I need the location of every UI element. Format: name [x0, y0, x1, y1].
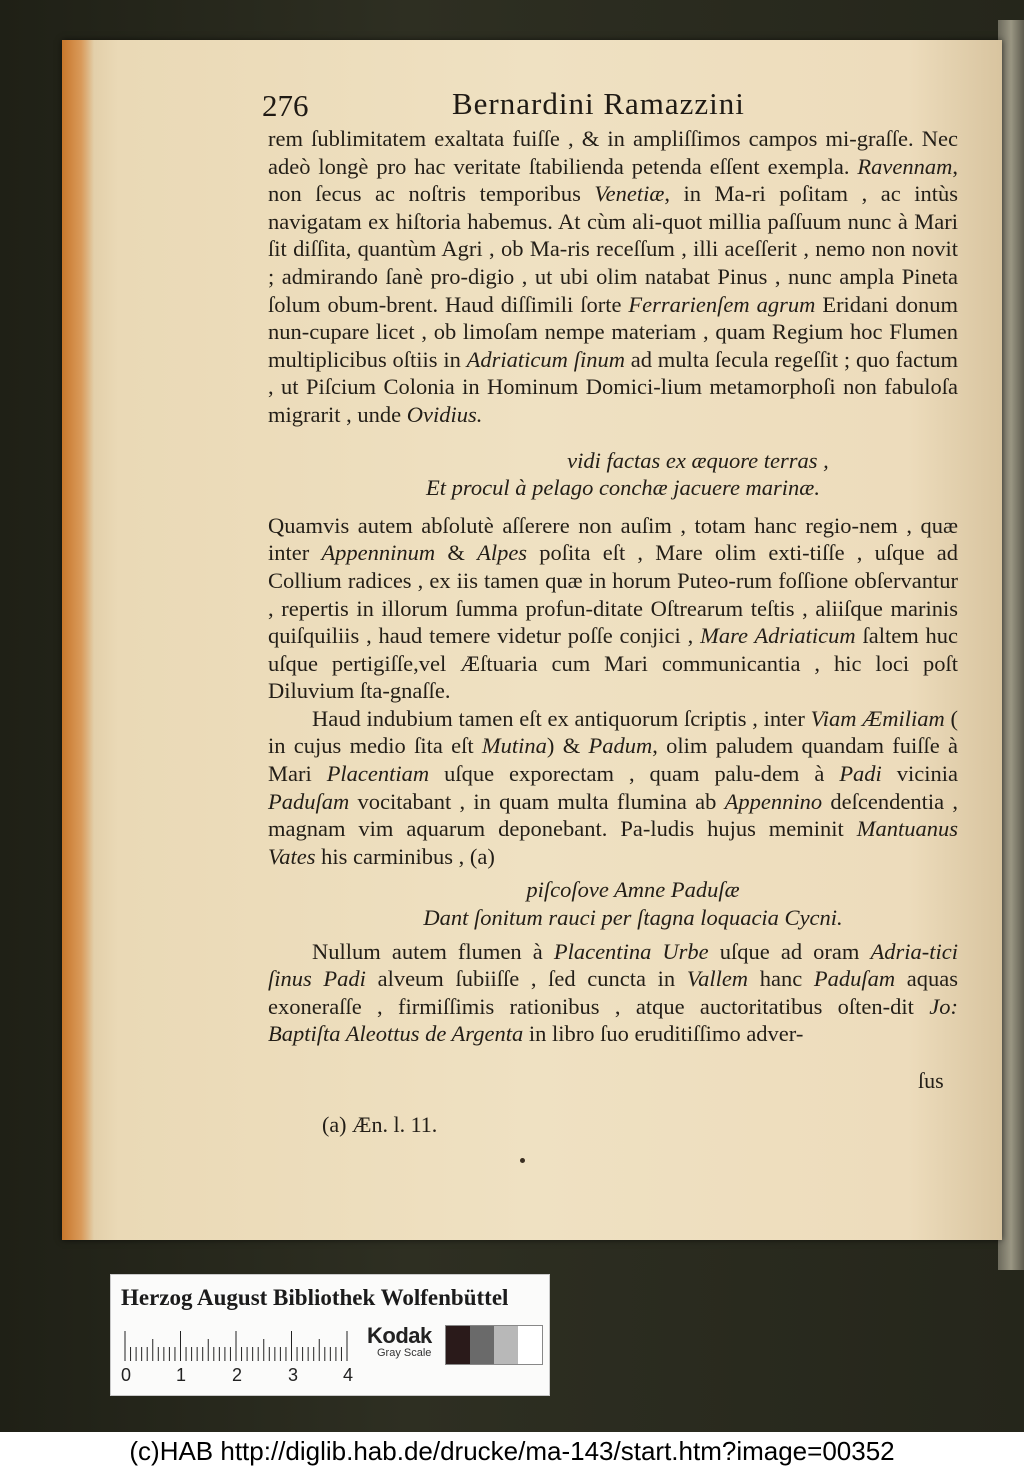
- text-segment: dem à: [760, 761, 840, 787]
- catchword: ſus: [918, 1068, 944, 1093]
- italic-text: Adriaticum ſinum: [466, 346, 625, 372]
- text-segment: aquas exoneraſſe , firmiſſimis rationibus , atque auctoritatibus oſten-: [268, 966, 958, 1019]
- text-segment: ludis hujus meminit: [650, 816, 857, 842]
- text-segment: &: [435, 540, 478, 566]
- text-segment: ris receſſum , illi aceſſerit , nemo non novit ; admirando ſanè pro-: [268, 236, 958, 289]
- italic-text: Padum: [588, 733, 653, 759]
- text-segment: ditate Oſtrearum teſtis , aliiſque marinis quiſquiliis , haud temere: [268, 595, 958, 649]
- text-segment: digio , ut ubi olim natabat Pinus , nunc ampla Pineta ſolum obum-: [268, 263, 958, 317]
- text-segment: alveum ſubiiſſe , ſed cuncta in: [365, 966, 687, 992]
- text-segment: Nullum autem flumen à: [312, 938, 554, 964]
- text-segment: , olim paludem: [652, 733, 794, 759]
- ruler-numbers: [121, 1365, 381, 1389]
- text-segment: dit: [890, 993, 930, 1019]
- text-segment: , in Ma-: [664, 181, 753, 207]
- verse-line-3: piſcoſove Amne Paduſæ: [526, 877, 740, 903]
- text-segment: uſque ad oram: [708, 938, 871, 964]
- text-segment: gnaſſe.: [389, 678, 451, 704]
- swatch: [470, 1326, 494, 1364]
- text-segment: ( in cujus medio ſita eſt: [268, 705, 958, 759]
- text-segment: exempla.: [767, 153, 858, 179]
- text-segment: Flumen multiplicibus oſtiis in: [268, 319, 958, 372]
- italic-text: Appennino: [724, 788, 823, 814]
- text-segment: rum foſſione obſervantur , repertis in illorum ſumma profun-: [268, 567, 958, 621]
- italic-text: Appenninum: [321, 540, 436, 566]
- swatch: [518, 1326, 542, 1364]
- body-text: [268, 125, 958, 1048]
- italic-text: Jo: Baptiſta Aleottus de Argenta: [268, 993, 958, 1047]
- italic-text: Mantuanus Vates: [268, 816, 958, 869]
- text-segment: in libro ſuo eruditiſſimo adver-: [523, 1021, 804, 1047]
- verse-line-2: Et procul à pelago conchæ jacuere marinæ.: [426, 475, 820, 501]
- page-number: 276: [262, 88, 309, 123]
- ruler-number: 2: [232, 1365, 243, 1385]
- italic-text: Ravennam: [857, 153, 953, 179]
- text-segment: uſque exporectam , quam palu-: [429, 761, 761, 787]
- italic-text: Placentina Urbe: [553, 938, 709, 964]
- italic-text: Adria-: [870, 938, 930, 964]
- ruler-number: 1: [176, 1365, 187, 1385]
- paragraph-2: [268, 512, 958, 705]
- gray-scale-label: Gray Scale: [377, 1347, 432, 1359]
- text-segment: cupare licet , ob limoſam nempe materiam , quam Regium hoc: [309, 319, 883, 345]
- page-header: [262, 88, 962, 128]
- footnote: (a) Æn. l. 11.: [322, 1112, 438, 1137]
- running-title: Bernardini Ramazzini: [452, 86, 745, 121]
- italic-text: tici ſinus Padi: [268, 938, 958, 992]
- text-segment: vel Æſtuaria cum Mari communicantia , hic loci poſt Diluvium ſta-: [268, 650, 958, 704]
- text-segment: ri poſitam , ac intùs navigatam ex hiſtoria habemus. At cùm ali-: [268, 181, 958, 234]
- italic-text: Padi: [839, 761, 882, 787]
- italic-text: Venetiæ: [594, 181, 665, 207]
- text-segment: nem , quæ inter: [268, 512, 958, 566]
- italic-text: Placentiam: [326, 761, 430, 787]
- italic-text: Mutina: [481, 733, 547, 759]
- ruler-number: 0: [121, 1365, 132, 1385]
- text-segment: lium metamorphoſi non fabuloſa migrarit , unde: [268, 374, 958, 427]
- italic-text: Mare Adriaticum: [700, 623, 856, 649]
- library-title: Herzog August Bibliothek Wolfenbüttel: [121, 1285, 509, 1310]
- text-segment: vocitabant , in quam multa flumina ab: [349, 788, 717, 814]
- text-segment: rem ſublimitatem exaltata fuiſſe , & in ampliſſimos campos mi-: [268, 126, 857, 151]
- ruler-number: 3: [288, 1365, 299, 1385]
- paragraph-1: [268, 125, 958, 429]
- ruler-number: 4: [343, 1365, 354, 1385]
- swatch: [446, 1326, 470, 1364]
- text-segment: Haud indubium tamen eſt ex antiquorum ſcriptis , inter: [312, 705, 811, 731]
- library-label-card: [110, 1274, 550, 1396]
- text-segment: Eridani donum nun-: [268, 291, 959, 345]
- text-segment: ad multa ſecula: [624, 346, 769, 372]
- text-segment: quandam fuiſſe à Mari: [268, 733, 959, 787]
- text-segment: , non ſecus ac noſtris temporibus: [268, 153, 959, 207]
- text-segment: regeſſit ; quo factum , ut Piſcium Colonia in Hominum Domici-: [268, 346, 958, 400]
- text-segment: Quamvis autem abſolutè aſſerere non auſim , totam hanc regio-: [268, 512, 860, 538]
- text-segment: ſaltem huc uſque pertigiſſe,: [268, 623, 959, 676]
- italic-text: Viam: [810, 705, 857, 731]
- swatch: [494, 1326, 518, 1364]
- italic-text: Æmiliam: [862, 705, 945, 731]
- text-segment: hanc: [748, 966, 814, 992]
- credit-url: (c)HAB http://diglib.hab.de/drucke/ma-143/start.htm?image=00352: [0, 1432, 1024, 1470]
- italic-text: Ovidius.: [406, 401, 483, 427]
- kodak-logo: Kodak: [367, 1323, 432, 1348]
- text-segment: ) &: [546, 733, 589, 759]
- gray-scale-swatches: [445, 1325, 543, 1365]
- italic-text: Paduſam: [813, 966, 896, 992]
- italic-text: Alpes: [477, 540, 528, 566]
- text-segment: graſſe. Nec adeò longè pro hac veritate ſtabilienda petenda eſſent: [268, 126, 958, 179]
- text-segment: videtur poſſe conjici ,: [497, 623, 701, 649]
- text-segment: poſita eſt , Mare olim exti-: [527, 540, 810, 566]
- text-segment: deſcendentia , magnam vim aquarum deponebant. Pa-: [268, 788, 958, 842]
- page-edge-shadow: [62, 40, 94, 1240]
- paragraph-4: [268, 938, 958, 1048]
- italic-text: Ferrarienſem agrum: [628, 291, 816, 317]
- scale-ruler: [123, 1327, 359, 1361]
- verse-line-1: vidi factas ex æquore terras ,: [567, 447, 829, 473]
- paragraph-3: [268, 705, 958, 871]
- verse-line-4: Dant ſonitum rauci per ſtagna loquacia Cycni.: [423, 905, 843, 931]
- page-mark: [520, 1158, 525, 1163]
- text-segment: tiſſe , uſque ad Collium radices , ex iis tamen quæ in horum Puteo-: [268, 540, 959, 593]
- text-segment: his carminibus , (a): [315, 843, 495, 869]
- italic-text: Vallem: [686, 966, 749, 992]
- text-segment: vicinia: [881, 761, 958, 787]
- italic-text: Paduſam: [268, 788, 350, 814]
- text-segment: brent. Haud diſſimili ſorte: [386, 291, 629, 317]
- text-segment: quot millia paſſuum nunc à Mari ſit diſſita, quantùm Agri , ob Ma-: [268, 208, 958, 262]
